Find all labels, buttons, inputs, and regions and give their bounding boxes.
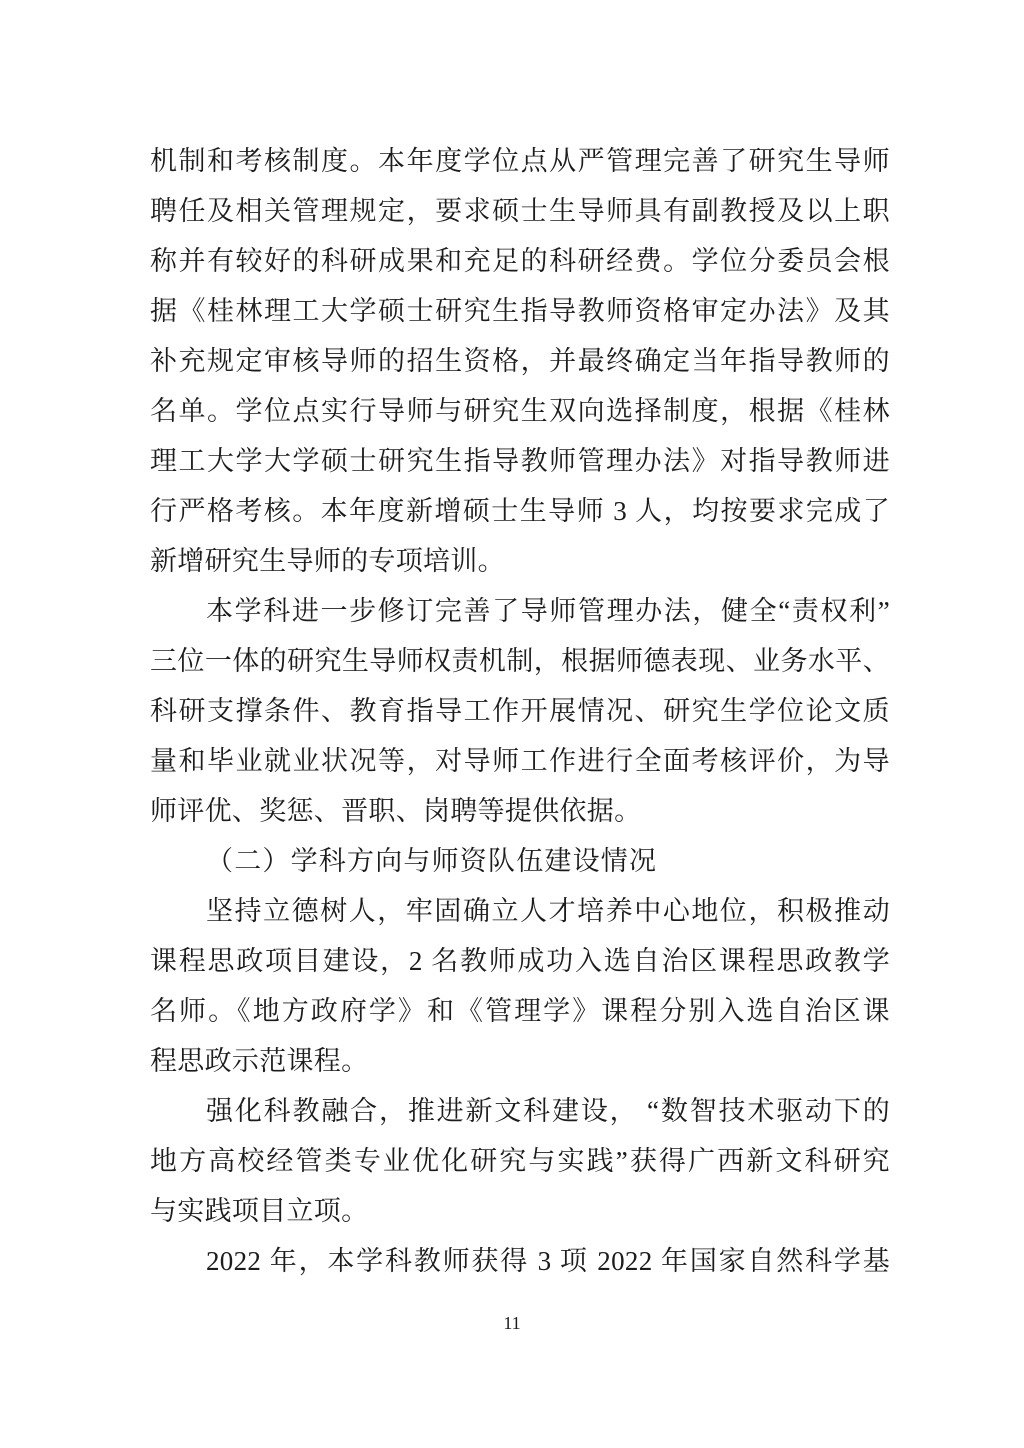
text-line: 据《桂林理工大学硕士研究生指导教师资格审定办法》及其 [150, 296, 890, 326]
page-number: 11 [503, 1313, 521, 1333]
text-line: 课程思政项目建设，2 名教师成功入选自治区课程思政教学 [150, 946, 890, 976]
text-line: 聘任及相关管理规定，要求硕士生导师具有副教授及以上职 [150, 196, 890, 226]
text-line: 本学科进一步修订完善了导师管理办法，健全“责权利” [206, 596, 890, 626]
text-block [150, 136, 890, 1286]
text-line: 师评优、奖惩、晋职、岗聘等提供依据。 [150, 796, 642, 826]
paragraph [150, 836, 890, 886]
text-line: 科研支撑条件、教育指导工作开展情况、研究生学位论文质 [150, 696, 890, 726]
text-line: 名师。《地方政府学》和《管理学》课程分别入选自治区课 [150, 996, 890, 1026]
paragraph [150, 136, 890, 586]
text-line: 程思政示范课程。 [150, 1046, 369, 1076]
text-line: 称并有较好的科研成果和充足的科研经费。学位分委员会根 [150, 246, 890, 276]
paragraph [150, 1086, 890, 1236]
text-line: 2022 年，本学科教师获得 3 项 2022 年国家自然科学基 [206, 1246, 890, 1276]
paragraph [150, 586, 890, 836]
text-line: 行严格考核。本年度新增硕士生导师 3 人，均按要求完成了 [150, 496, 890, 526]
paragraph [150, 886, 890, 1086]
text-line: 量和毕业就业状况等，对导师工作进行全面考核评价，为导 [150, 746, 890, 776]
text-line: 地方高校经管类专业优化研究与实践”获得广西新文科研究 [150, 1146, 890, 1176]
text-line: 补充规定审核导师的招生资格，并最终确定当年指导教师的 [150, 346, 890, 376]
paragraph [150, 1236, 890, 1286]
text-line: 强化科教融合，推进新文科建设， “数智技术驱动下的 [206, 1096, 890, 1126]
section-heading: （二）学科方向与师资队伍建设情况 [206, 846, 658, 876]
text-line: 理工大学大学硕士研究生指导教师管理办法》对指导教师进 [150, 446, 890, 476]
text-line: 与实践项目立项。 [150, 1196, 369, 1226]
text-line: 新增研究生导师的专项培训。 [150, 546, 505, 576]
text-line: 名单。学位点实行导师与研究生双向选择制度，根据《桂林 [150, 396, 890, 426]
text-line: 坚持立德树人，牢固确立人才培养中心地位，积极推动 [206, 896, 890, 926]
text-line: 三位一体的研究生导师权责机制，根据师德表现、业务水平、 [150, 646, 890, 676]
text-line: 机制和考核制度。本年度学位点从严管理完善了研究生导师 [150, 146, 890, 176]
